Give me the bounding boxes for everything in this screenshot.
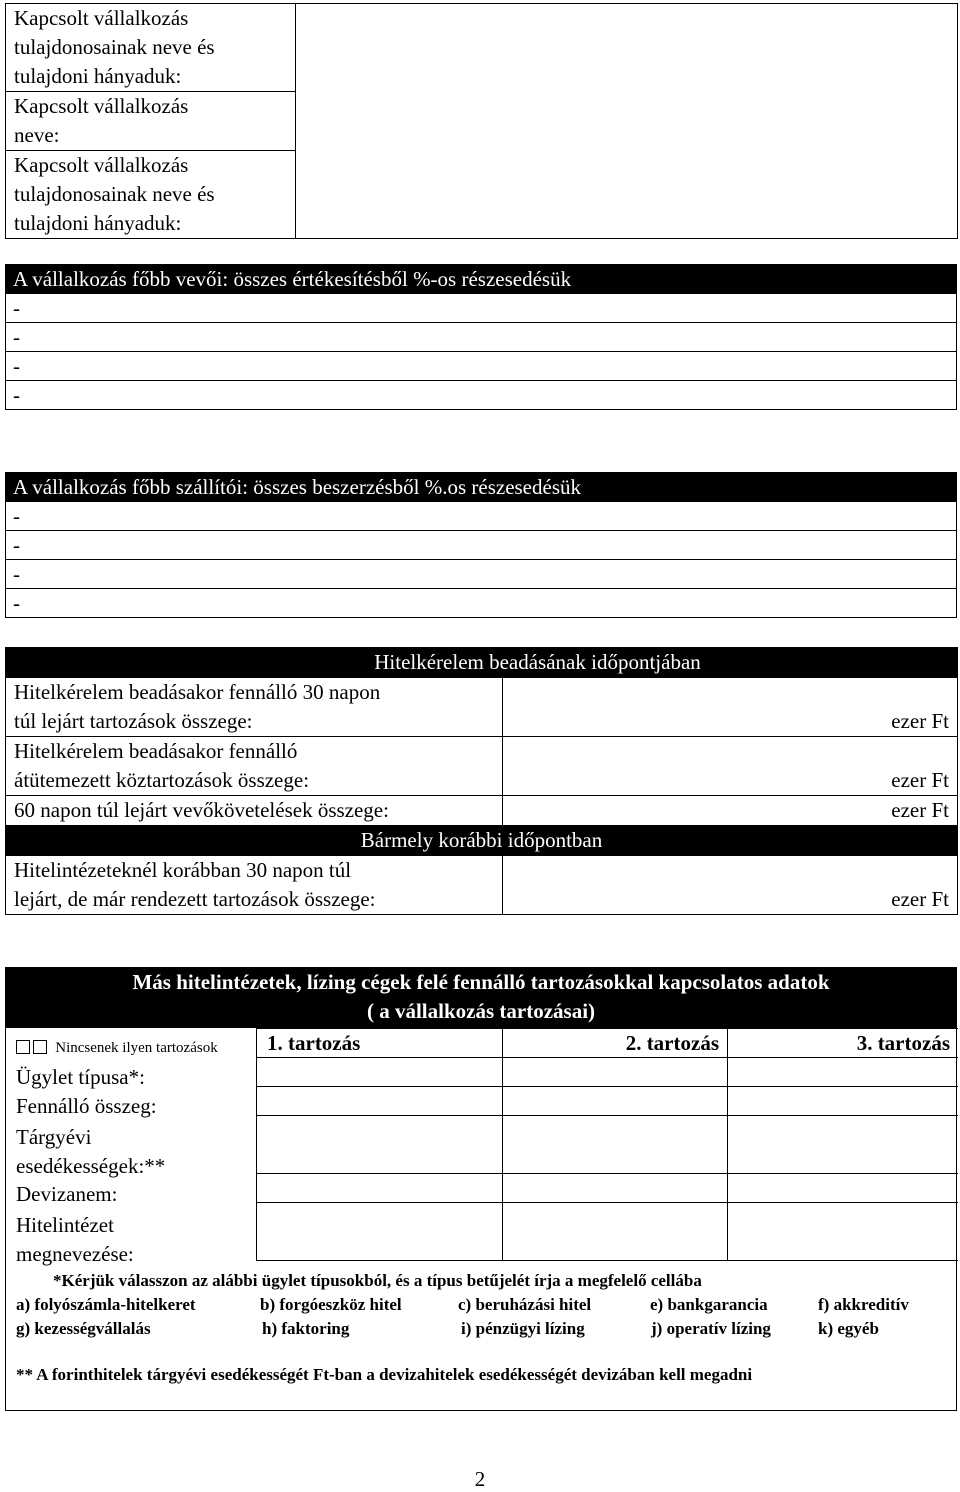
credit-label-settled: Hitelintézeteknél korábban 30 napon túl lejárt, de már rendezett tartozások összege: xyxy=(6,856,503,915)
debt1-type-field[interactable] xyxy=(256,1057,503,1087)
owners-label-1: Kapcsolt vállalkozás tulajdonosainak neve és tulajdoni hányaduk: xyxy=(6,4,296,92)
credit-value-rescheduled[interactable] xyxy=(503,737,958,796)
debt2-due-field[interactable] xyxy=(502,1115,728,1174)
debt2-currency-field[interactable] xyxy=(502,1173,728,1203)
row-label-type: Ügylet típusa*: xyxy=(16,1065,145,1089)
type-option: i) pénzügyi lízing xyxy=(461,1319,585,1338)
unit-label: ezer Ft xyxy=(891,768,950,792)
no-debts-label: Nincsenek ilyen tartozások xyxy=(55,1040,218,1056)
type-option: a) folyószámla-hitelkeret xyxy=(16,1295,196,1314)
page-number: 2 xyxy=(474,1467,486,1491)
debt2-bank-field[interactable] xyxy=(502,1202,728,1261)
type-option: k) egyéb xyxy=(818,1319,879,1338)
unit-label: ezer Ft xyxy=(891,798,950,822)
debt1-currency-field[interactable] xyxy=(256,1173,503,1203)
owners-label-2: Kapcsolt vállalkozás neve: xyxy=(6,92,296,151)
debts-title: Más hitelintézetek, lízing cégek felé fennálló tartozásokkal kapcsolatos adatok xyxy=(132,970,830,994)
unit-label: ezer Ft xyxy=(891,887,950,911)
type-option: e) bankgarancia xyxy=(650,1295,768,1314)
type-option: c) beruházási hitel xyxy=(458,1295,592,1314)
credit-header-current: Hitelkérelem beadásának időpontjában xyxy=(6,648,958,678)
credit-value-receivables[interactable] xyxy=(503,796,958,826)
checkbox-icon[interactable] xyxy=(33,1040,47,1054)
col-header-debt-2: 2. tartozás xyxy=(502,1028,728,1058)
row-label-due: Tárgyévi esedékességek:** xyxy=(16,1125,166,1178)
debts-header xyxy=(6,968,956,1028)
debt3-type-field[interactable] xyxy=(727,1057,958,1087)
debts-subtitle: ( a vállalkozás tartozásai) xyxy=(366,999,596,1023)
credit-label-rescheduled: Hitelkérelem beadásakor fennálló átütemezett köztartozások összege: xyxy=(6,737,503,796)
buyers-row[interactable]: - xyxy=(6,352,957,381)
buyers-row[interactable]: - xyxy=(6,294,957,323)
no-debts-option[interactable] xyxy=(16,1031,256,1059)
owners-label-3: Kapcsolt vállalkozás tulajdonosainak neve és tulajdoni hányaduk: xyxy=(6,151,296,239)
suppliers-row[interactable]: - xyxy=(6,589,957,618)
suppliers-row[interactable]: - xyxy=(6,531,957,560)
credit-header-earlier: Bármely korábbi időpontban xyxy=(6,826,958,856)
buyers-row[interactable]: - xyxy=(6,381,957,410)
notes-intro: *Kérjük válasszon az alábbi ügylet típusokból, és a típus betűjelét írja a megfelelő cellába xyxy=(53,1271,702,1290)
unit-label: ezer Ft xyxy=(891,709,950,733)
credit-value-settled[interactable] xyxy=(503,856,958,915)
type-option: h) faktoring xyxy=(262,1319,350,1338)
debt1-due-field[interactable] xyxy=(256,1115,503,1174)
debt3-currency-field[interactable] xyxy=(727,1173,958,1203)
row-label-bank: Hitelintézet megnevezése: xyxy=(16,1213,134,1266)
buyers-table xyxy=(5,264,957,410)
suppliers-row[interactable]: - xyxy=(6,560,957,589)
owners-value-field[interactable] xyxy=(296,4,958,239)
col-header-debt-3: 3. tartozás xyxy=(727,1028,958,1058)
debt1-amount-field[interactable] xyxy=(256,1086,503,1116)
credit-table xyxy=(5,647,958,915)
buyers-row[interactable]: - xyxy=(6,323,957,352)
credit-label-receivables: 60 napon túl lejárt vevőkövetelések összege: xyxy=(6,796,503,826)
debt3-due-field[interactable] xyxy=(727,1115,958,1174)
suppliers-table xyxy=(5,472,957,618)
row-label-currency: Devizanem: xyxy=(16,1182,118,1206)
debt2-type-field[interactable] xyxy=(502,1057,728,1087)
debt1-bank-field[interactable] xyxy=(256,1202,503,1261)
debts-section xyxy=(5,967,957,1411)
type-option: f) akkreditív xyxy=(818,1295,909,1314)
type-option: j) operatív lízing xyxy=(651,1319,771,1338)
debt3-amount-field[interactable] xyxy=(727,1086,958,1116)
col-header-debt-1: 1. tartozás xyxy=(256,1028,503,1058)
suppliers-row[interactable]: - xyxy=(6,502,957,531)
row-label-amount: Fennálló összeg: xyxy=(16,1094,157,1118)
suppliers-header: A vállalkozás főbb szállítói: összes beszerzésből %.os részesedésük xyxy=(6,473,957,502)
debt3-bank-field[interactable] xyxy=(727,1202,958,1261)
credit-label-overdue30: Hitelkérelem beadásakor fennálló 30 napon túl lejárt tartozások összege: xyxy=(6,678,503,737)
notes-footnote: ** A forinthitelek tárgyévi esedékességét Ft-ban a devizahitelek esedékességét devizában kell megadni xyxy=(16,1365,753,1384)
buyers-header: A vállalkozás főbb vevői: összes értékesítésből %-os részesedésük xyxy=(6,265,957,294)
checkbox-icon[interactable] xyxy=(16,1040,30,1054)
credit-value-overdue30[interactable] xyxy=(503,678,958,737)
owners-table xyxy=(5,3,958,239)
type-option: b) forgóeszköz hitel xyxy=(260,1295,402,1314)
debt2-amount-field[interactable] xyxy=(502,1086,728,1116)
type-option: g) kezességvállalás xyxy=(16,1319,151,1338)
